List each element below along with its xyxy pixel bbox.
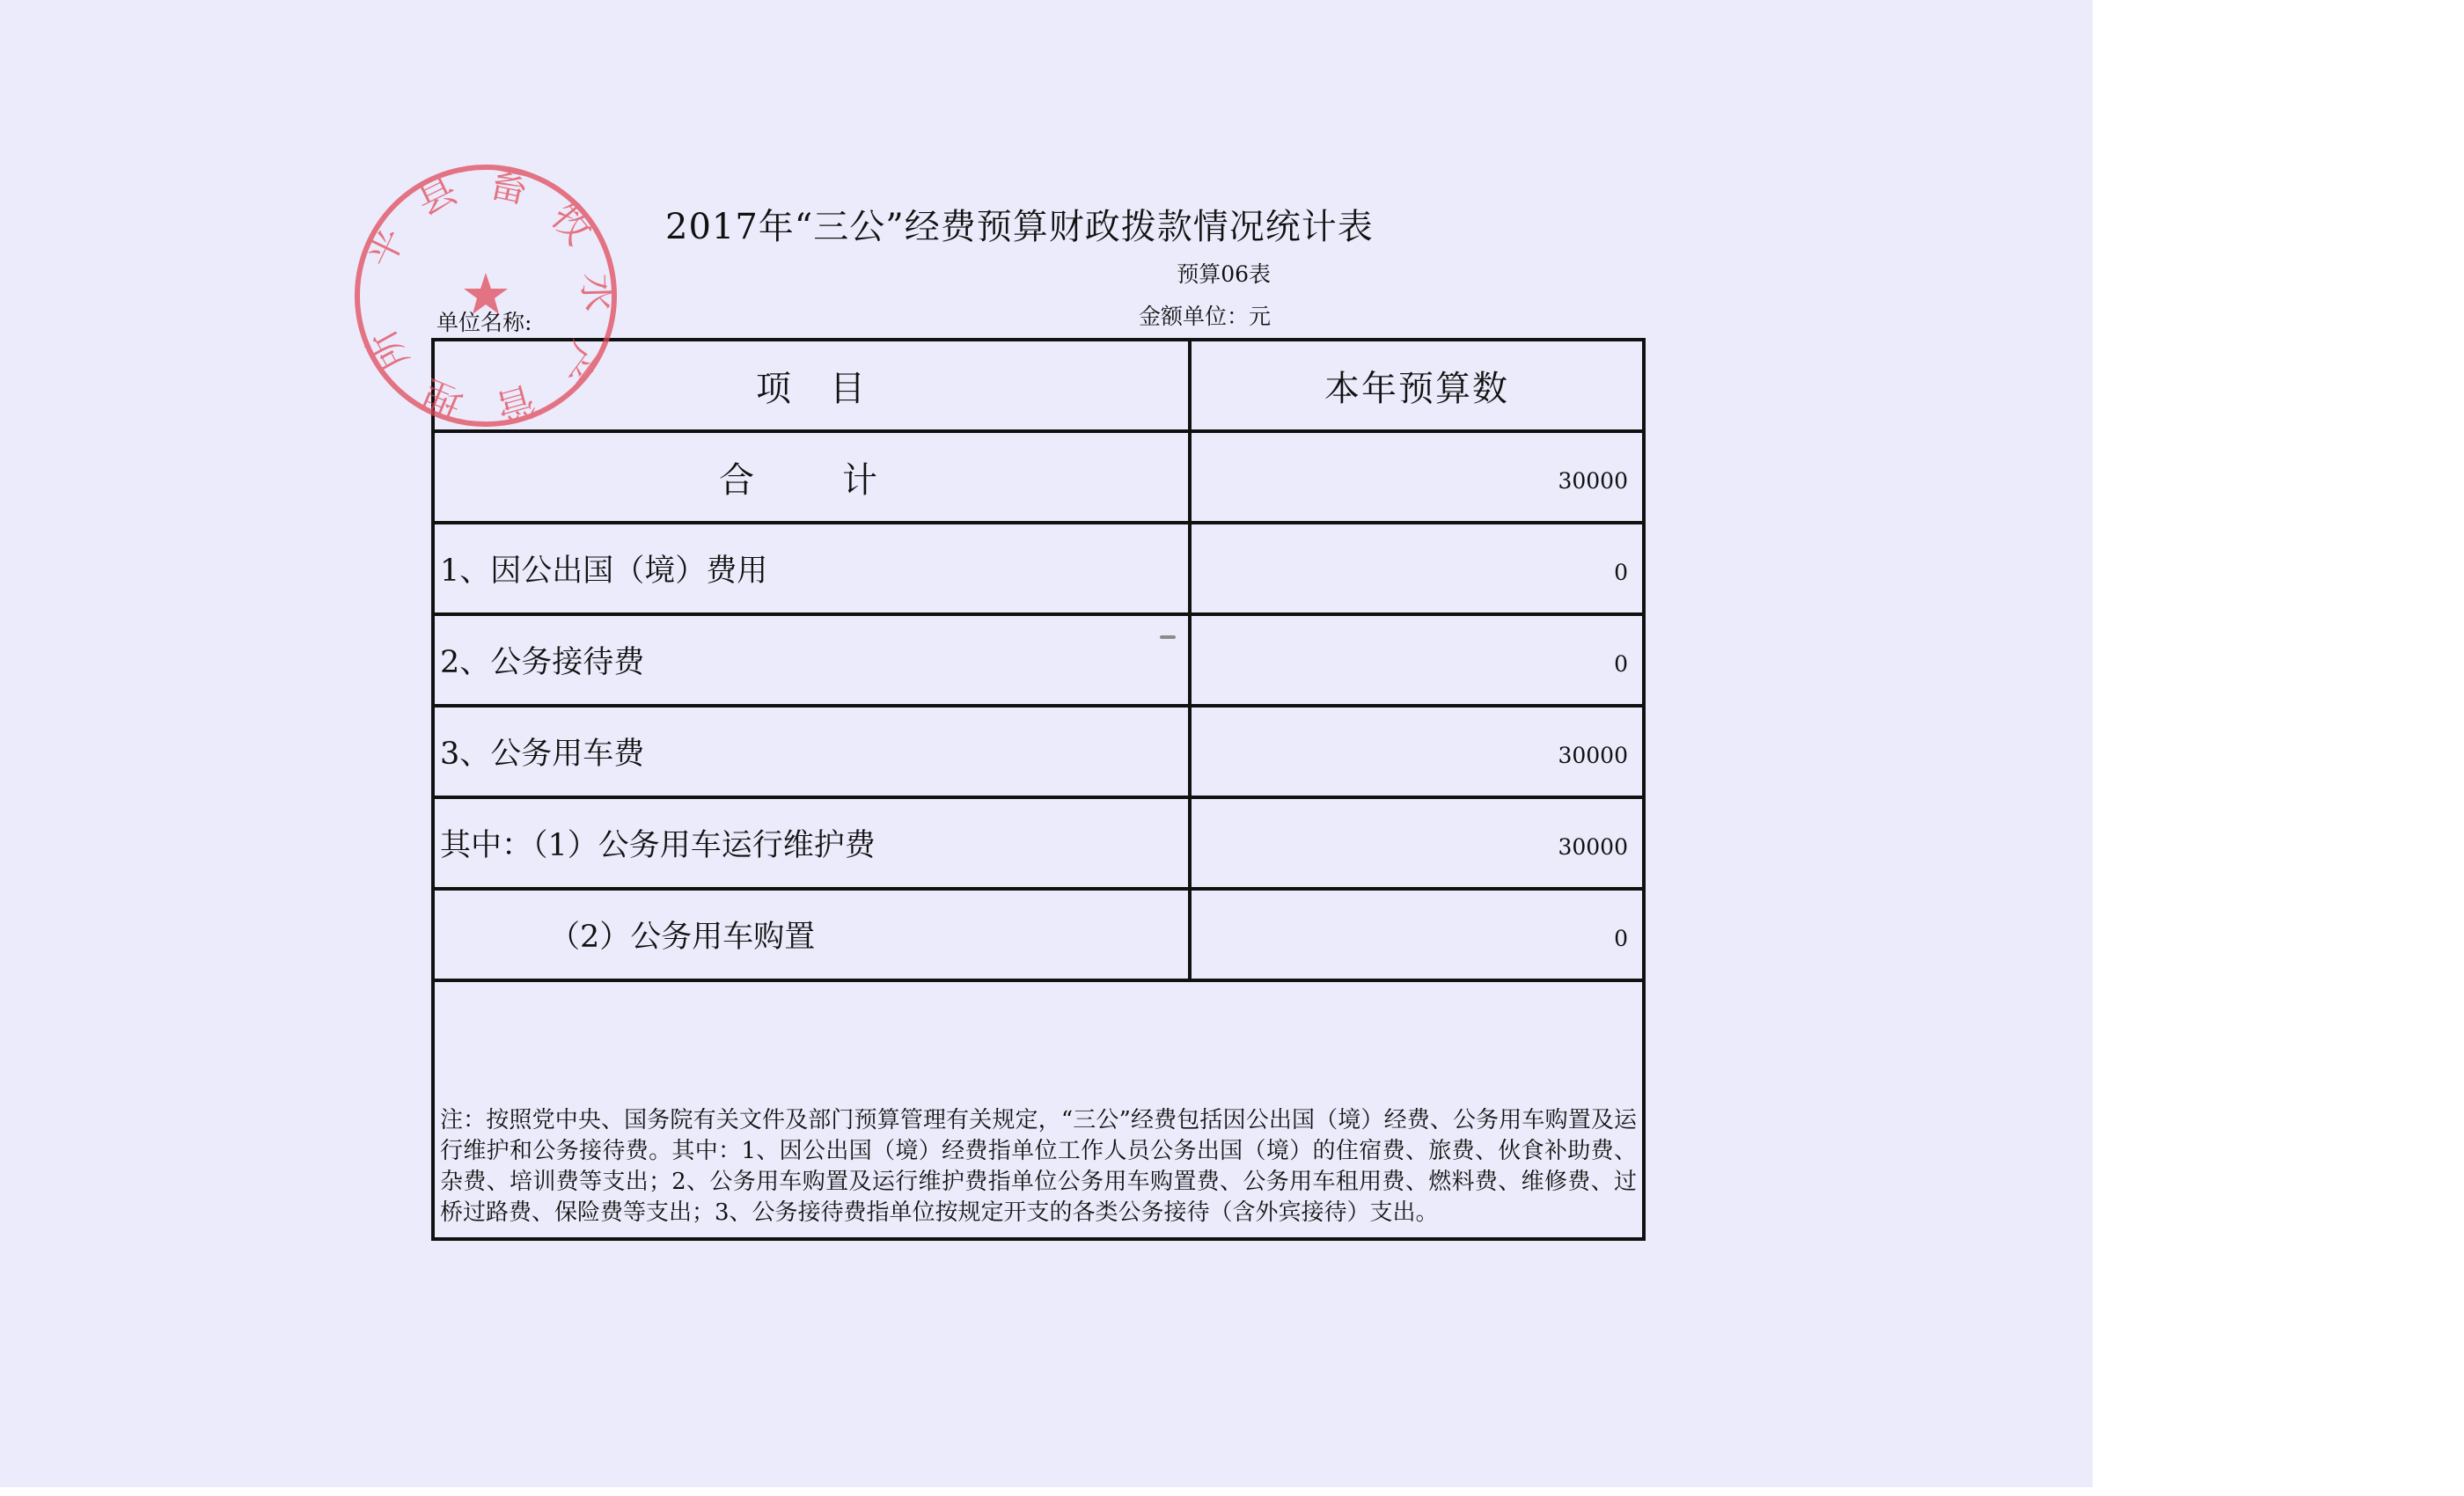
row-label: 2、公务接待费 bbox=[433, 614, 1190, 706]
footnote: 注：按照党中央、国务院有关文件及部门预算管理有关规定，“三公”经费包括因公出国（境）经费、公务用车购置及运行维护和公务接待费。其中：1、因公出国（境）经费指单位工作人员公务出国（境）的住宿费、旅费、伙食补助费、杂费、培训费等支出；2、公务用车购置及运行维护费指单位公务用车购置费、公务用车租用费、燃料费、维修费、过桥过路费、保险费等支出；3、公务接待费指单位按规定开支的各类公务接待（含外宾接待）支出。 bbox=[433, 980, 1644, 1239]
row-label: 其中：（1）公务用车运行维护费 bbox=[433, 797, 1190, 889]
table-row bbox=[433, 706, 1644, 797]
table-row bbox=[433, 797, 1644, 889]
unit-name-label: 单位名称: bbox=[436, 310, 532, 335]
official-seal-stamp bbox=[350, 160, 621, 431]
table-row bbox=[433, 523, 1644, 614]
header-item: 项 目 bbox=[433, 340, 1190, 431]
seal-outline bbox=[356, 161, 620, 430]
row-value: 0 bbox=[1190, 614, 1644, 706]
row-value: 30000 bbox=[1190, 797, 1644, 889]
row-value: 0 bbox=[1190, 889, 1644, 980]
total-label: 合 计 bbox=[433, 431, 1190, 523]
amount-unit: 金额单位：元 bbox=[1138, 304, 1271, 329]
scan-speck bbox=[1160, 635, 1176, 639]
seal-star-icon bbox=[464, 273, 508, 314]
table-row bbox=[433, 614, 1644, 706]
form-number: 预算06表 bbox=[1177, 261, 1271, 287]
seal-text: 平县畜牧水产管理所 bbox=[356, 160, 620, 430]
row-label: 3、公务用车费 bbox=[433, 706, 1190, 797]
row-label: （2）公务用车购置 bbox=[433, 889, 1190, 980]
table-row-total bbox=[433, 431, 1644, 523]
document-title: 2017年“三公”经费预算财政拨款情况统计表 bbox=[665, 207, 1374, 247]
row-value: 0 bbox=[1190, 523, 1644, 614]
table-row bbox=[433, 889, 1644, 980]
row-label: 1、因公出国（境）费用 bbox=[433, 523, 1190, 614]
total-value: 30000 bbox=[1190, 431, 1644, 523]
budget-table bbox=[431, 338, 1646, 1241]
header-budget-amount: 本年预算数 bbox=[1190, 340, 1644, 431]
row-value: 30000 bbox=[1190, 706, 1644, 797]
table-note-row bbox=[433, 980, 1644, 1239]
